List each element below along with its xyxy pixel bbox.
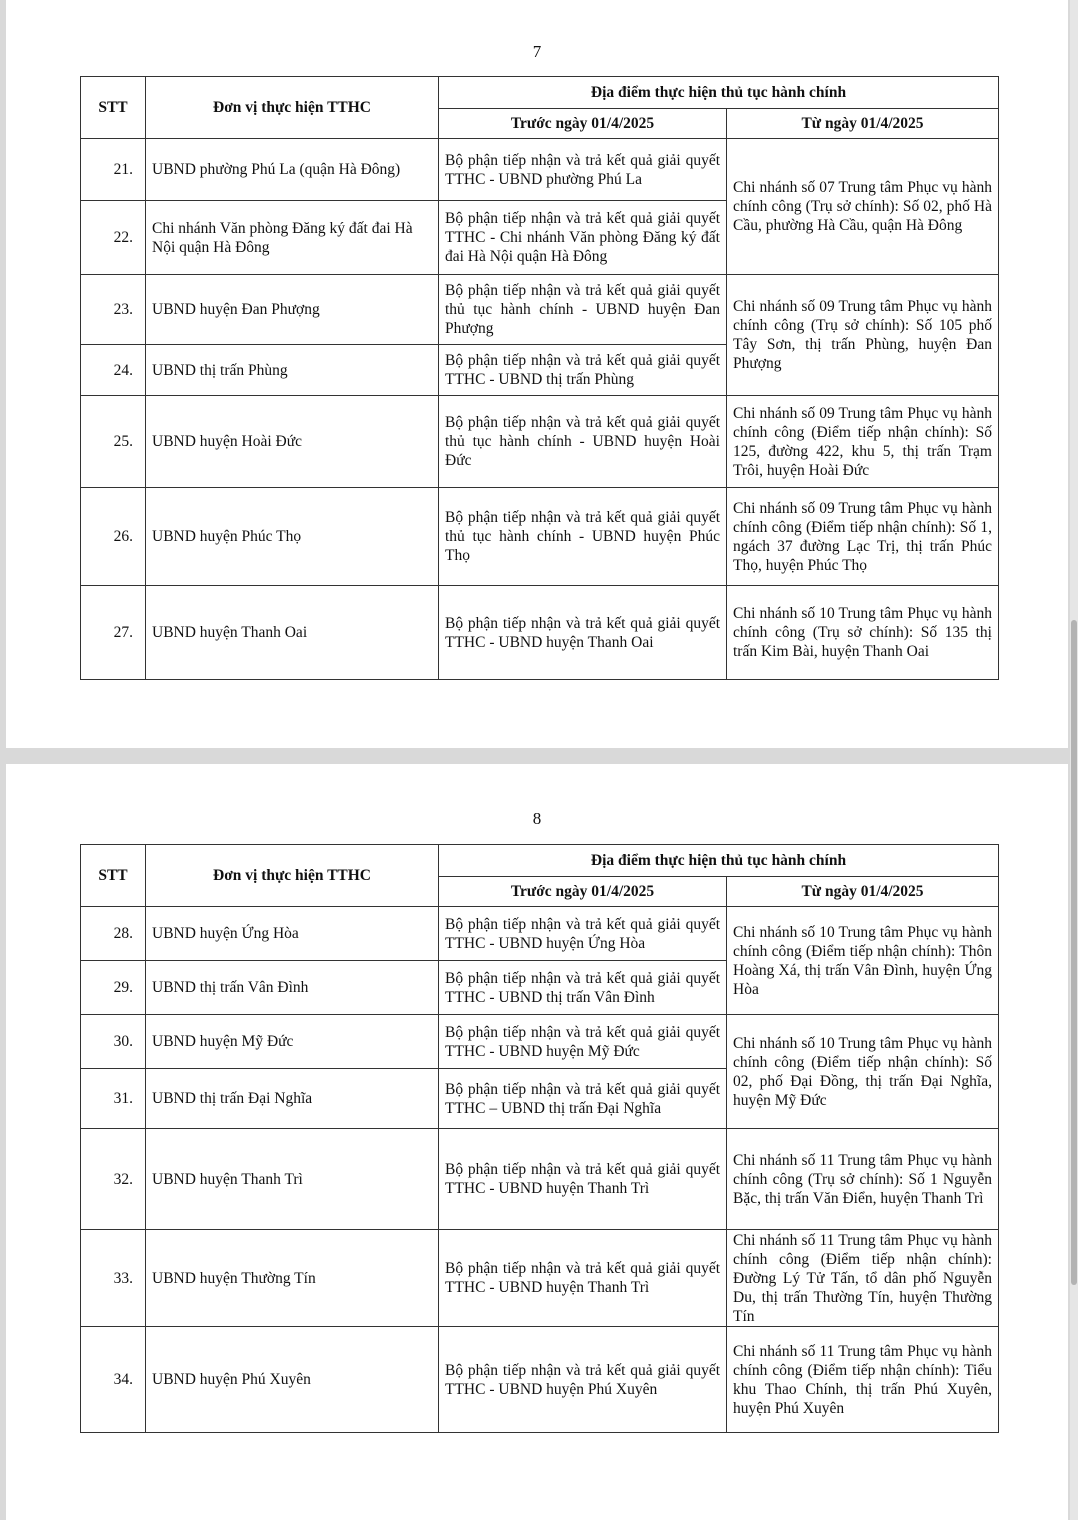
page-number: 8 [532, 809, 542, 828]
row-stt: 24. [81, 345, 146, 396]
row-after: Chi nhánh số 11 Trung tâm Phục vụ hành chính công (Trụ sở chính): Số 1 Nguyễn Bặc, thị trấn Văn Điển, huyện Thanh Trì [727, 1129, 999, 1230]
header-unit: Đơn vị thực hiện TTHC [146, 845, 439, 907]
document-page-7 [6, 0, 1068, 748]
row-after: Chi nhánh số 09 Trung tâm Phục vụ hành chính công (Trụ sở chính): Số 105 phố Tây Sơn, thị trấn Phùng, huyện Đan Phượng [727, 275, 999, 396]
header-location: Địa điểm thực hiện thủ tục hành chính [439, 77, 999, 109]
row-unit: UBND thị trấn Vân Đình [146, 961, 439, 1015]
row-unit: UBND phường Phú La (quận Hà Đông) [146, 139, 439, 201]
row-stt: 26. [81, 488, 146, 586]
row-before: Bộ phận tiếp nhận và trả kết quả giải quyết TTHC – UBND thị trấn Đại Nghĩa [439, 1069, 727, 1129]
row-unit: UBND huyện Ứng Hòa [146, 907, 439, 961]
row-before: Bộ phận tiếp nhận và trả kết quả giải quyết TTHC - UBND thị trấn Vân Đình [439, 961, 727, 1015]
row-stt: 28. [81, 907, 146, 961]
table-row [81, 1015, 999, 1069]
header-location: Địa điểm thực hiện thủ tục hành chính [439, 845, 999, 877]
row-unit: UBND huyện Đan Phượng [146, 275, 439, 345]
row-after: Chi nhánh số 07 Trung tâm Phục vụ hành chính công (Trụ sở chính): Số 02, phố Hà Cầu, phường Hà Cầu, quận Hà Đông [727, 139, 999, 275]
header-stt: STT [81, 77, 146, 139]
table-row [81, 1230, 999, 1327]
row-stt: 32. [81, 1129, 146, 1230]
row-after: Chi nhánh số 10 Trung tâm Phục vụ hành chính công (Điểm tiếp nhận chính): Thôn Hoàng Xá, thị trấn Vân Đình, huyện Ứng Hòa [727, 907, 999, 1015]
row-before: Bộ phận tiếp nhận và trả kết quả giải quyết thủ tục hành chính - UBND huyện Phúc Thọ [439, 488, 727, 586]
row-before: Bộ phận tiếp nhận và trả kết quả giải quyết TTHC - UBND thị trấn Phùng [439, 345, 727, 396]
page-number: 7 [532, 42, 542, 61]
row-stt: 25. [81, 396, 146, 488]
table-row [81, 586, 999, 680]
row-stt: 23. [81, 275, 146, 345]
row-after: Chi nhánh số 09 Trung tâm Phục vụ hành chính công (Điểm tiếp nhận chính): Số 125, đường 422, khu 5, thị trấn Trạm Trôi, huyện Hoài Đức [727, 396, 999, 488]
table-row [81, 907, 999, 961]
row-stt: 21. [81, 139, 146, 201]
row-unit: UBND huyện Hoài Đức [146, 396, 439, 488]
row-before: Bộ phận tiếp nhận và trả kết quả giải quyết thủ tục hành chính - UBND huyện Đan Phượng [439, 275, 727, 345]
header-after: Từ ngày 01/4/2025 [727, 877, 999, 907]
row-before: Bộ phận tiếp nhận và trả kết quả giải quyết TTHC - UBND phường Phú La [439, 139, 727, 201]
row-before: Bộ phận tiếp nhận và trả kết quả giải quyết TTHC - UBND huyện Mỹ Đức [439, 1015, 727, 1069]
vertical-scrollbar[interactable] [1070, 0, 1078, 1520]
document-page-8 [6, 764, 1068, 1520]
row-unit: UBND huyện Phú Xuyên [146, 1327, 439, 1433]
header-unit: Đơn vị thực hiện TTHC [146, 77, 439, 139]
row-unit: UBND huyện Phúc Thọ [146, 488, 439, 586]
row-before: Bộ phận tiếp nhận và trả kết quả giải quyết TTHC - UBND huyện Thanh Trì [439, 1230, 727, 1327]
table-row [81, 1129, 999, 1230]
table-row [81, 488, 999, 586]
procedure-location-table [80, 844, 999, 1433]
procedure-location-table [80, 76, 999, 680]
row-stt: 22. [81, 201, 146, 275]
table-row [81, 275, 999, 345]
header-stt: STT [81, 845, 146, 907]
row-after: Chi nhánh số 10 Trung tâm Phục vụ hành chính công (Trụ sở chính): Số 135 thị trấn Kim Bài, huyện Thanh Oai [727, 586, 999, 680]
row-after: Chi nhánh số 11 Trung tâm Phục vụ hành chính công (Điểm tiếp nhận chính): Đường Lý Tử Tấn, tổ dân phố Nguyễn Du, thị trấn Thường Tín, huyện Thường Tín [727, 1230, 999, 1327]
row-before: Bộ phận tiếp nhận và trả kết quả giải quyết TTHC - UBND huyện Thanh Oai [439, 586, 727, 680]
row-stt: 33. [81, 1230, 146, 1327]
header-before: Trước ngày 01/4/2025 [439, 877, 727, 907]
row-stt: 30. [81, 1015, 146, 1069]
row-stt: 29. [81, 961, 146, 1015]
table-row [81, 396, 999, 488]
row-after: Chi nhánh số 10 Trung tâm Phục vụ hành chính công (Điểm tiếp nhận chính): Số 02, phố Đại Đồng, thị trấn Đại Nghĩa, huyện Mỹ Đức [727, 1015, 999, 1129]
row-unit: UBND huyện Thanh Trì [146, 1129, 439, 1230]
row-unit: Chi nhánh Văn phòng Đăng ký đất đai Hà Nội quận Hà Đông [146, 201, 439, 275]
header-before: Trước ngày 01/4/2025 [439, 109, 727, 139]
row-stt: 31. [81, 1069, 146, 1129]
table-row [81, 139, 999, 201]
row-before: Bộ phận tiếp nhận và trả kết quả giải quyết thủ tục hành chính - UBND huyện Hoài Đức [439, 396, 727, 488]
row-unit: UBND huyện Thường Tín [146, 1230, 439, 1327]
row-unit: UBND thị trấn Phùng [146, 345, 439, 396]
scrollbar-thumb[interactable] [1071, 620, 1077, 1285]
table-header-row [81, 845, 999, 877]
row-before: Bộ phận tiếp nhận và trả kết quả giải quyết TTHC - UBND huyện Thanh Trì [439, 1129, 727, 1230]
row-unit: UBND thị trấn Đại Nghĩa [146, 1069, 439, 1129]
row-after: Chi nhánh số 09 Trung tâm Phục vụ hành chính công (Điểm tiếp nhận chính): Số 1, ngách 37 đường Lạc Trị, thị trấn Phúc Thọ, huyện Phúc Thọ [727, 488, 999, 586]
row-unit: UBND huyện Thanh Oai [146, 586, 439, 680]
table-header-row [81, 77, 999, 109]
table-row [81, 1327, 999, 1433]
row-before: Bộ phận tiếp nhận và trả kết quả giải quyết TTHC - Chi nhánh Văn phòng Đăng ký đất đai Hà Nội quận Hà Đông [439, 201, 727, 275]
row-before: Bộ phận tiếp nhận và trả kết quả giải quyết TTHC - UBND huyện Ứng Hòa [439, 907, 727, 961]
header-after: Từ ngày 01/4/2025 [727, 109, 999, 139]
row-stt: 27. [81, 586, 146, 680]
row-stt: 34. [81, 1327, 146, 1433]
row-before: Bộ phận tiếp nhận và trả kết quả giải quyết TTHC - UBND huyện Phú Xuyên [439, 1327, 727, 1433]
row-unit: UBND huyện Mỹ Đức [146, 1015, 439, 1069]
row-after: Chi nhánh số 11 Trung tâm Phục vụ hành chính công (Điểm tiếp nhận chính): Tiểu khu Thao Chính, thị trấn Phú Xuyên, huyện Phú Xuyên [727, 1327, 999, 1433]
